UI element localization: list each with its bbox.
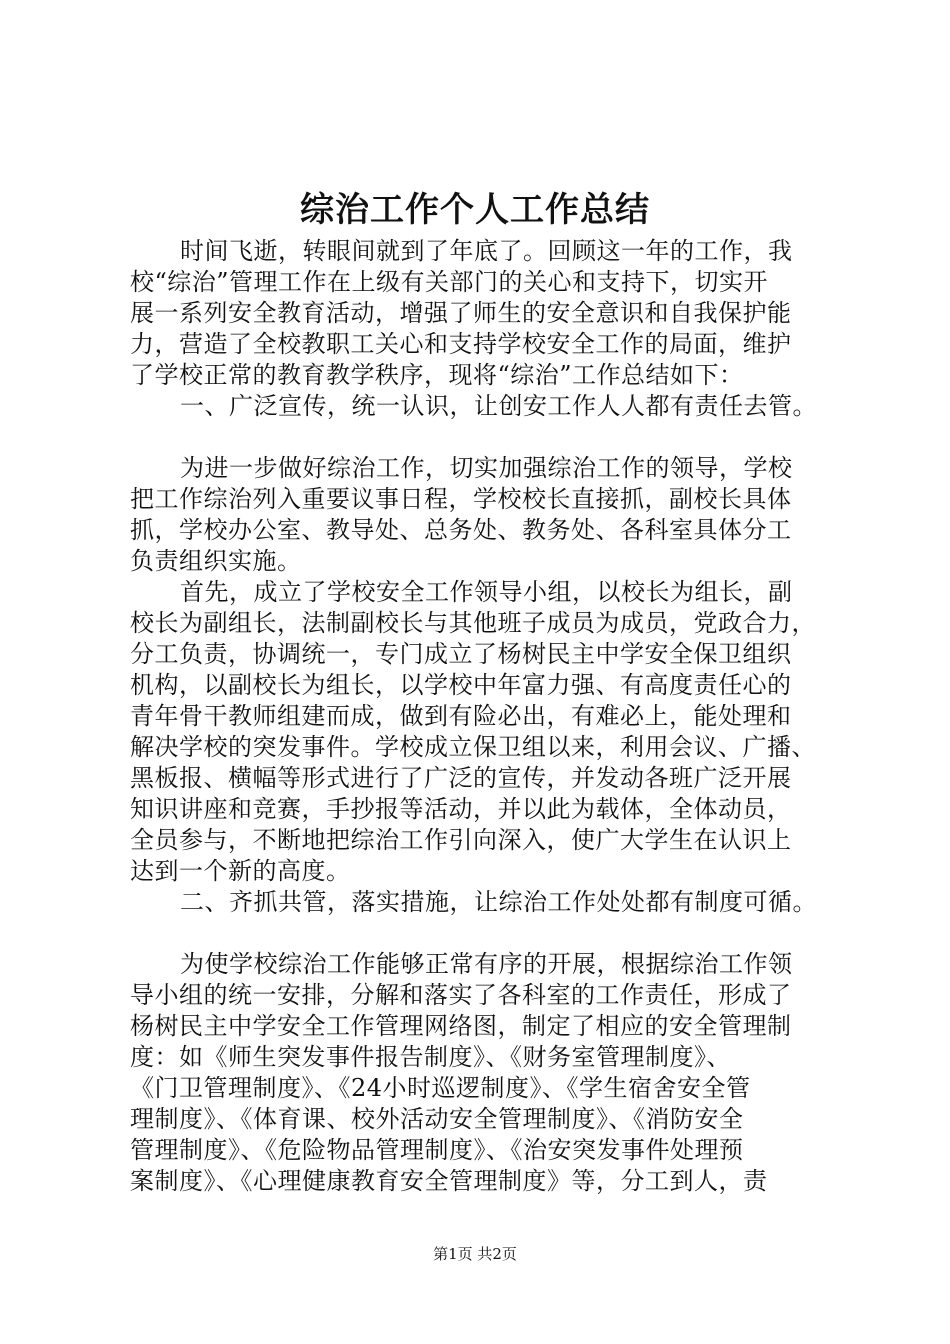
paragraph-line: 力，营造了全校教职工关心和支持学校安全工作的局面，维护 bbox=[130, 330, 792, 358]
paragraph-line: 首先，成立了学校安全工作领导小组，以校长为组长，副 bbox=[180, 578, 793, 606]
paragraph-line: 理制度》、《体育课、校外活动安全管理制度》、《消防安全 bbox=[130, 1105, 744, 1133]
paragraph-line: 负责组织实施。 bbox=[130, 547, 302, 575]
section-heading: 二、齐抓共管，落实措施，让综治工作处处都有制度可循。 bbox=[180, 888, 817, 916]
paragraph-line: 为使学校综治工作能够正常有序的开展，根据综治工作领 bbox=[180, 950, 793, 978]
page-footer: 第1页 共2页 bbox=[433, 1245, 517, 1263]
paragraph-line: 解决学校的突发事件。学校成立保卫组以来，利用会议、广播、 bbox=[130, 733, 816, 761]
paragraph-line: 导小组的统一安排，分解和落实了各科室的工作责任，形成了 bbox=[130, 981, 792, 1009]
document-body bbox=[130, 236, 840, 1197]
paragraph-line: 校“综治”管理工作在上级有关部门的关心和支持下，切实开 bbox=[130, 268, 769, 296]
paragraph-line: 机构，以副校长为组长，以学校中年富力强、有高度责任心的 bbox=[130, 671, 792, 699]
paragraph-line: 青年骨干教师组建而成，做到有险必出，有难必上，能处理和 bbox=[130, 702, 792, 730]
paragraph-line: 度：如《师生突发事件报告制度》、《财务室管理制度》、 bbox=[130, 1043, 731, 1071]
paragraph-line: 杨树民主中学安全工作管理网络图，制定了相应的安全管理制 bbox=[130, 1012, 792, 1040]
paragraph-line: 把工作综治列入重要议事日程，学校校长直接抓，副校长具体 bbox=[130, 485, 792, 513]
paragraph-line: 知识讲座和竞赛，手抄报等活动，并以此为载体，全体动员， bbox=[130, 795, 792, 823]
paragraph-line: 全员参与，不断地把综治工作引向深入，使广大学生在认识上 bbox=[130, 826, 792, 854]
paragraph-line: 时间飞逝，转眼间就到了年底了。回顾这一年的工作，我 bbox=[180, 237, 793, 265]
blank-line bbox=[130, 918, 840, 949]
paragraph-line: 分工负责，协调统一，专门成立了杨树民主中学安全保卫组织 bbox=[130, 640, 792, 668]
document-title: 综治工作个人工作总结 bbox=[300, 190, 650, 230]
paragraph-line: 展一系列安全教育活动，增强了师生的安全意识和自我保护能 bbox=[130, 299, 792, 327]
paragraph-line: 了学校正常的教育教学秩序，现将“综治”工作总结如下： bbox=[130, 361, 744, 389]
paragraph-line: 黑板报、横幅等形式进行了广泛的宣传，并发动各班广泛开展 bbox=[130, 764, 792, 792]
blank-line bbox=[130, 422, 840, 453]
paragraph-line: 达到一个新的高度。 bbox=[130, 857, 351, 885]
paragraph-line: 校长为副组长，法制副校长与其他班子成员为成员，党政合力， bbox=[130, 609, 816, 637]
paragraph-line: 抓，学校办公室、教导处、总务处、教务处、各科室具体分工 bbox=[130, 516, 792, 544]
paragraph-line: 案制度》、《心理健康教育安全管理制度》等，分工到人，责 bbox=[130, 1167, 768, 1195]
section-heading: 一、广泛宣传，统一认识，让创安工作人人都有责任去管。 bbox=[180, 392, 817, 420]
paragraph-line: 管理制度》、《危险物品管理制度》、《治安突发事件处理预 bbox=[130, 1136, 744, 1164]
paragraph-line: 《门卫管理制度》、《24小时巡逻制度》、《学生宿舍安全管 bbox=[130, 1074, 751, 1102]
paragraph-line: 为进一步做好综治工作，切实加强综治工作的领导，学校 bbox=[180, 454, 793, 482]
